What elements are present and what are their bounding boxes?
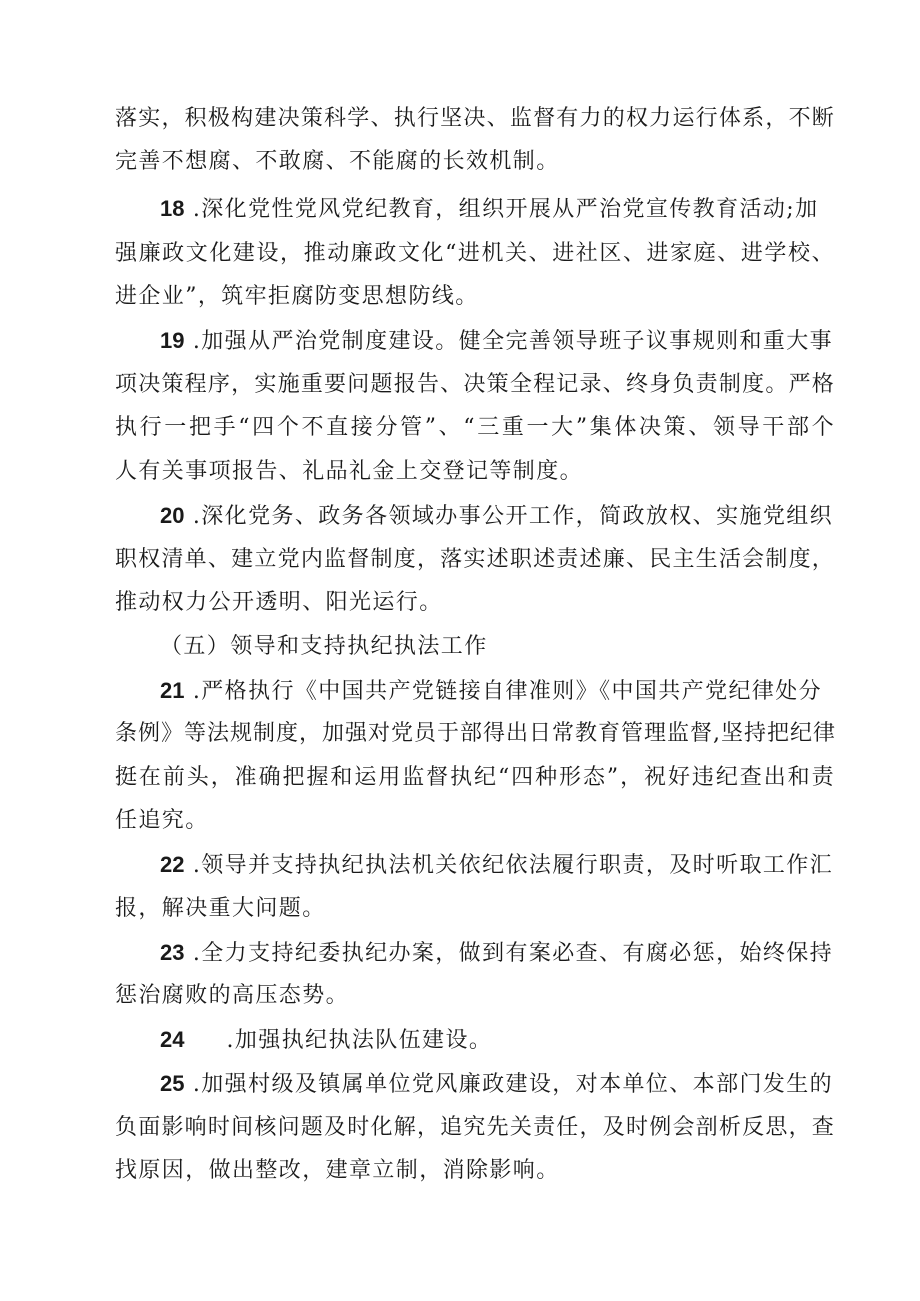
item-18-first-line <box>160 194 835 225</box>
item-19-text: .加强从严治党制度建设。健全完善领导班子议事规则和重大事 <box>184 329 834 354</box>
section-heading: （五）领导和支持执纪执法工作 <box>160 634 488 659</box>
item-20-line-3: 推动权力公开透明、阳光运行。 <box>115 590 443 615</box>
item-25-text: .加强村级及镇属单位党风廉政建设，对本单位、本部门发生的 <box>184 1072 834 1097</box>
item-25-line-2: 负面影响时间核问题及时化解，追究先关责任，及时例会剖析反思，查 <box>115 1115 835 1140</box>
item-19-first-line <box>160 326 835 357</box>
item-24-text: .加强执纪执法队伍建设。 <box>184 1028 493 1053</box>
item-22-text: .领导并支持执纪执法机关依纪依法履行职责，及时听取工作汇 <box>184 853 834 878</box>
item-23-first-line <box>160 938 835 969</box>
item-21-line-4: 任追究。 <box>115 808 209 833</box>
item-19-line-3: 执行一把手“四个不直接分管”、“三重一大”集体决策、领导干部个 <box>115 415 835 440</box>
item-20-text: .深化党务、政务各领域办事公开工作，简政放权、实施党组织 <box>184 504 834 529</box>
item-22-number: 22 <box>160 852 185 877</box>
item-25-first-line <box>160 1069 835 1100</box>
item-19-line-2: 项决策程序，实施重要问题报告、决策全程记录、终身负责制度。严格 <box>115 372 835 397</box>
item-24-first-line <box>160 1025 835 1056</box>
item-22-line-2: 报，解决重大问题。 <box>115 896 326 921</box>
item-18-text: .深化党性党风党纪教育，组织开展从严治党宣传教育活动;加 <box>184 197 819 222</box>
item-19-line-4: 人有关事项报告、礼品礼金上交登记等制度。 <box>115 459 584 484</box>
item-18-line-3: 进企业”，筑牢拒腐防变思想防线。 <box>115 284 479 309</box>
item-24-number: 24 <box>160 1027 185 1052</box>
item-18-number: 18 <box>160 196 185 221</box>
item-23-number: 23 <box>160 940 185 965</box>
item-18-line-2: 强廉政文化建设，推动廉政文化“进机关、进社区、进家庭、进学校、 <box>115 241 835 266</box>
item-20-first-line <box>160 501 835 532</box>
item-21-number: 21 <box>160 678 185 703</box>
item-21-first-line <box>160 676 835 707</box>
intro-line-1: 落实，积极构建决策科学、执行坚决、监督有力的权力运行体系，不断 <box>115 106 835 131</box>
item-25-number: 25 <box>160 1071 185 1096</box>
item-21-line-2: 条例》等法规制度，加强对党员于部得出日常教育管理监督,坚持把纪律 <box>115 721 836 746</box>
item-23-line-2: 惩治腐败的高压态势。 <box>115 983 350 1008</box>
item-21-line-3: 挺在前头，准确把握和运用监督执纪“四种形态”，祝好违纪查出和责 <box>115 765 835 790</box>
item-25-line-3: 找原因，做出整改，建章立制，消除影响。 <box>115 1158 560 1183</box>
item-19-number: 19 <box>160 328 185 353</box>
item-20-line-2: 职权清单、建立党内监督制度，落实述职述责述廉、民主生活会制度， <box>115 547 835 572</box>
item-20-number: 20 <box>160 503 185 528</box>
item-23-text: .全力支持纪委执纪办案，做到有案必查、有腐必惩，始终保持 <box>184 941 834 966</box>
item-21-text: .严格执行《中国共产党链接自律准则》《中国共产党纪律处分 <box>184 679 823 704</box>
intro-line-2: 完善不想腐、不敢腐、不能腐的长效机制。 <box>115 149 560 174</box>
item-22-first-line <box>160 850 835 881</box>
